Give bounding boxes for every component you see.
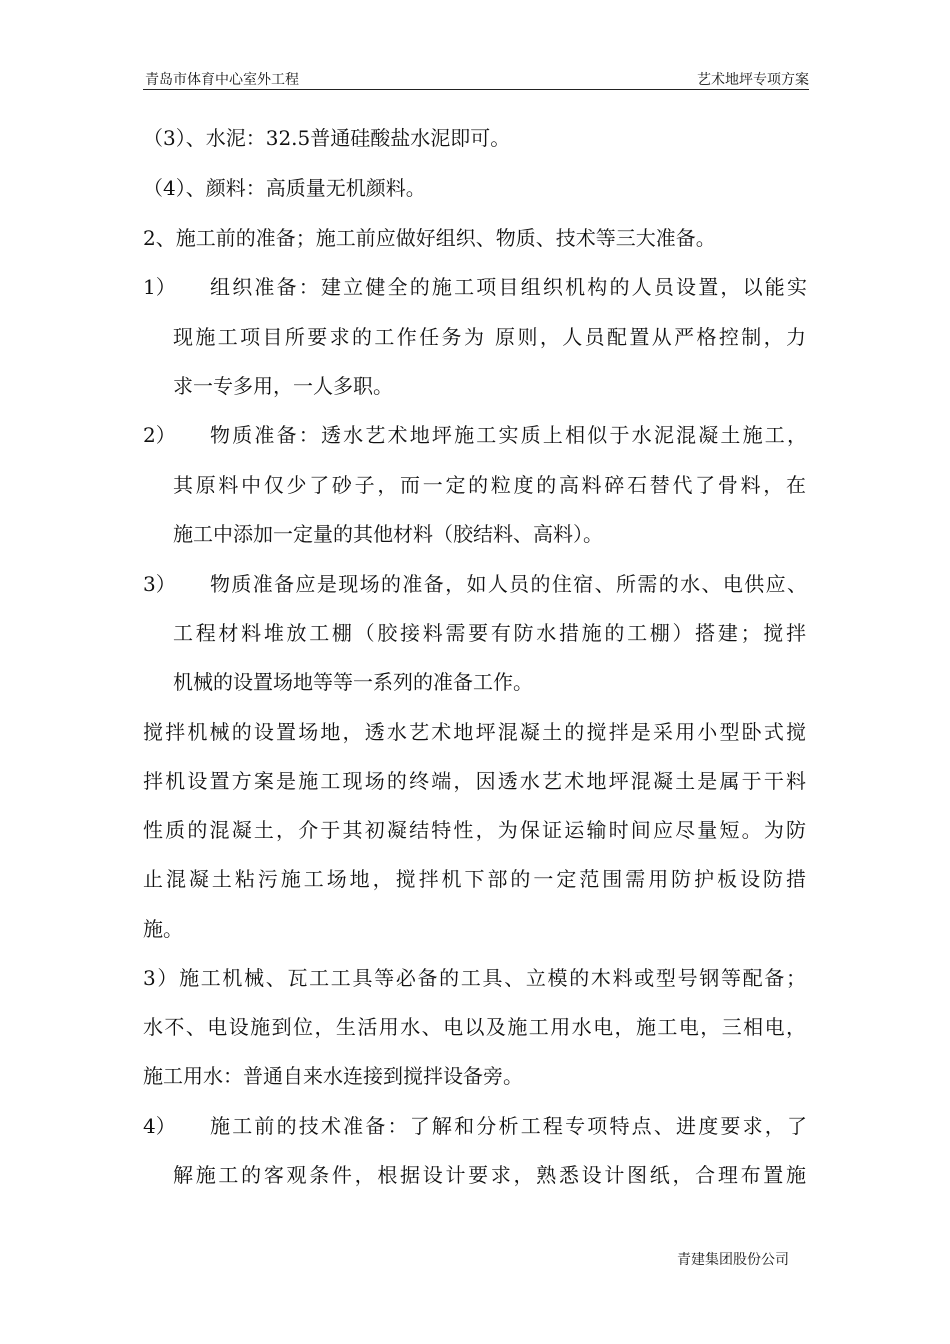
text-line: 施工用水：普通自来水连接到搅拌设备旁。 bbox=[143, 1064, 523, 1088]
list-item-number: 1） bbox=[143, 275, 176, 299]
text-line: 工程材料堆放工棚（胶接料需要有防水措施的工棚）搭建；搅拌 bbox=[173, 621, 806, 645]
text-line: 水不、电设施到位，生活用水、电以及施工用水电，施工电，三相电， bbox=[143, 1015, 806, 1039]
list-item-text: 施工前的技术准备：了解和分析工程专项特点、进度要求，了 bbox=[210, 1114, 807, 1138]
list-item-number: 2） bbox=[143, 423, 176, 447]
list-item-number: 4） bbox=[143, 1114, 176, 1138]
list-item-text: 组织准备：建立健全的施工项目组织机构的人员设置，以能实 bbox=[210, 275, 807, 299]
text-line: 机械的设置场地等等一系列的准备工作。 bbox=[173, 670, 533, 694]
text-line: 施工中添加一定量的其他材料（胶结料、高料）。 bbox=[173, 522, 603, 546]
text-line: 搅拌机械的设置场地，透水艺术地坪混凝土的搅拌是采用小型卧式搅 bbox=[143, 720, 806, 744]
text-line: 施。 bbox=[143, 917, 183, 941]
text-line: 3）施工机械、瓦工工具等必备的工具、立模的木料或型号钢等配备； bbox=[143, 966, 806, 990]
text-line: （4）、颜料：高质量无机颜料。 bbox=[143, 176, 426, 200]
text-line: 解施工的客观条件，根据设计要求，熟悉设计图纸，合理布置施 bbox=[173, 1163, 806, 1187]
text-line: 其原料中仅少了砂子，而一定的粒度的高料碎石替代了骨料，在 bbox=[173, 473, 806, 497]
header-project-title: 青岛市体育中心室外工程 bbox=[145, 72, 299, 88]
text-line: 拌机设置方案是施工现场的终端，因透水艺术地坪混凝土是属于干料 bbox=[143, 769, 806, 793]
text-line: 现施工项目所要求的工作任务为 原则，人员配置从严格控制，力 bbox=[173, 325, 806, 349]
page-header bbox=[143, 67, 809, 90]
header-document-title: 艺术地坪专项方案 bbox=[697, 72, 809, 88]
list-item-text: 物质准备：透水艺术地坪施工实质上相似于水泥混凝土施工， bbox=[210, 423, 807, 447]
text-line: 止混凝土粘污施工场地，搅拌机下部的一定范围需用防护板设防措 bbox=[143, 867, 806, 891]
list-item-number: 3） bbox=[143, 572, 176, 596]
text-line: （3）、水泥：32.5普通硅酸盐水泥即可。 bbox=[143, 126, 511, 150]
text-line: 求一专多用，一人多职。 bbox=[173, 374, 393, 398]
text-line: 2、施工前的准备；施工前应做好组织、物质、技术等三大准备。 bbox=[143, 226, 716, 250]
list-item-text: 物质准备应是现场的准备，如人员的住宿、所需的水、电供应、 bbox=[210, 572, 807, 596]
footer-company: 青建集团股份公司 bbox=[677, 1252, 789, 1268]
text-line: 性质的混凝土，介于其初凝结特性，为保证运输时间应尽量短。为防 bbox=[143, 818, 806, 842]
